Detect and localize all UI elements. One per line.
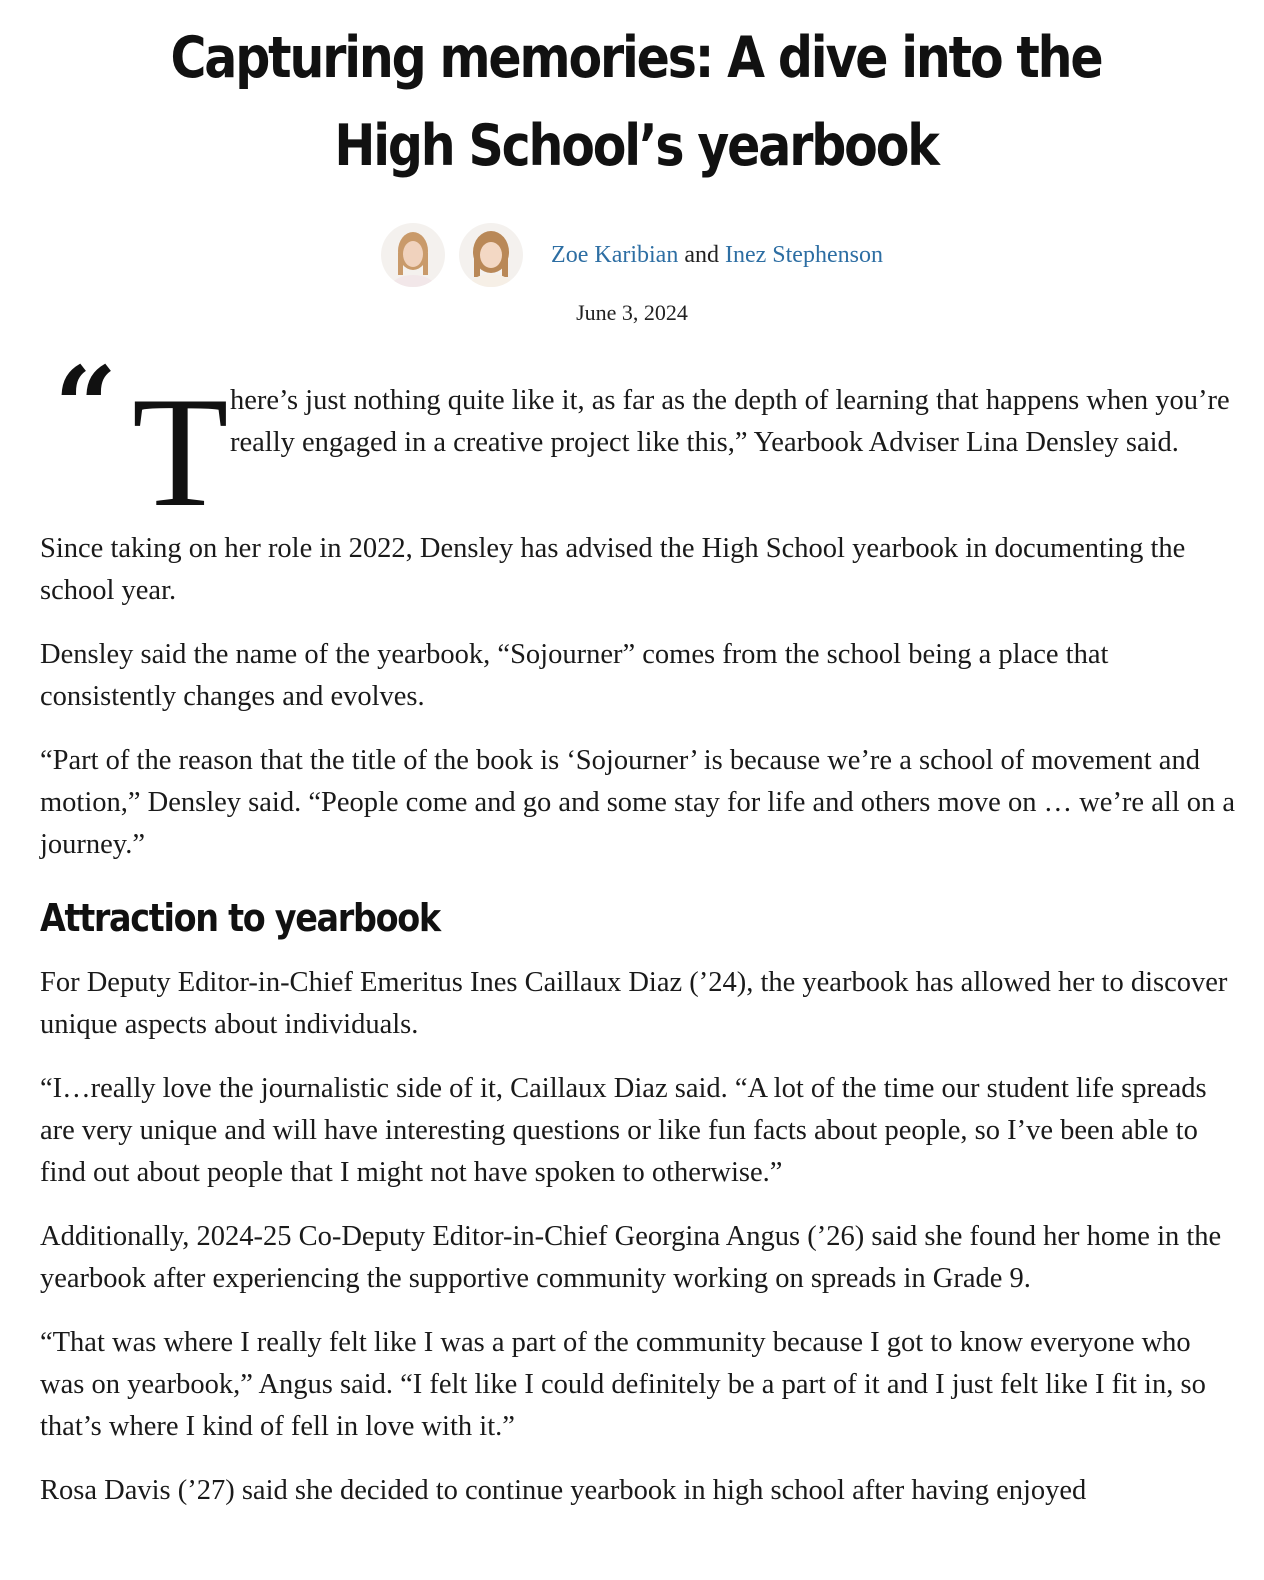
author-link[interactable]: Inez Stephenson (724, 241, 883, 268)
author-names (551, 242, 883, 269)
byline-connector: and (678, 241, 725, 268)
avatar[interactable] (459, 223, 523, 287)
avatar[interactable] (381, 223, 445, 287)
body-paragraph: For Deputy Editor-in-Chief Emeritus Ines Caillaux Diaz (’24), the yearbook has allowed her to discover unique aspects about individuals. (40, 967, 1228, 1040)
lead-text: here’s just nothing quite like it, as far as the depth of learning that happens when you’re really engaged in a creative project like this,” Yearbook Adviser Lina Densley said. (230, 385, 1230, 458)
body-paragraph: “Part of the reason that the title of the book is ‘Sojourner’ is because we’re a school of movement and motion,” Densley said. “People come and go and some stay for life and others move on … we’re all on a journey.” (40, 745, 1236, 860)
body-paragraph: Rosa Davis (’27) said she decided to continue yearbook in high school after having enjoyed (40, 1475, 1087, 1506)
publish-date: June 3, 2024 (576, 300, 688, 325)
drop-cap-quote: “ (54, 342, 118, 471)
body-paragraph: “That was where I really felt like I was a part of the community because I got to know everyone who was on yearbook,” Angus said. “I felt like I could definitely be a part of it and I just felt like I fit in, so that’s where I kind of fell in love with it.” (40, 1327, 1206, 1442)
article-body (40, 342, 1236, 1534)
lead-paragraph (40, 342, 1236, 540)
section-heading: Attraction to yearbook (40, 896, 440, 940)
body-paragraph: Densley said the name of the yearbook, “Sojourner” comes from the school being a place that consistently changes and evolves. (40, 639, 1109, 712)
headline: Capturing memories: A dive into the High School’s yearbook (170, 25, 1102, 179)
author-avatars (381, 223, 537, 287)
byline (0, 220, 1264, 290)
drop-cap (40, 342, 230, 540)
body-paragraph: “I…really love the journalistic side of it, Caillaux Diaz said. “A lot of the time our student life spreads are very unique and will have interesting questions or like fun facts about people, so I’ve been able to find out about people that I might not have spoken to otherwise.” (40, 1073, 1207, 1188)
drop-cap-letter: T (132, 365, 229, 540)
author-link[interactable]: Zoe Karibian (551, 241, 679, 268)
body-paragraph: Additionally, 2024-25 Co-Deputy Editor-in-Chief Georgina Angus (’26) said she found her home in the yearbook after experiencing the supportive community working on spreads in Grade 9. (40, 1221, 1222, 1294)
body-paragraph: Since taking on her role in 2022, Densley has advised the High School yearbook in documenting the school year. (40, 533, 1186, 606)
